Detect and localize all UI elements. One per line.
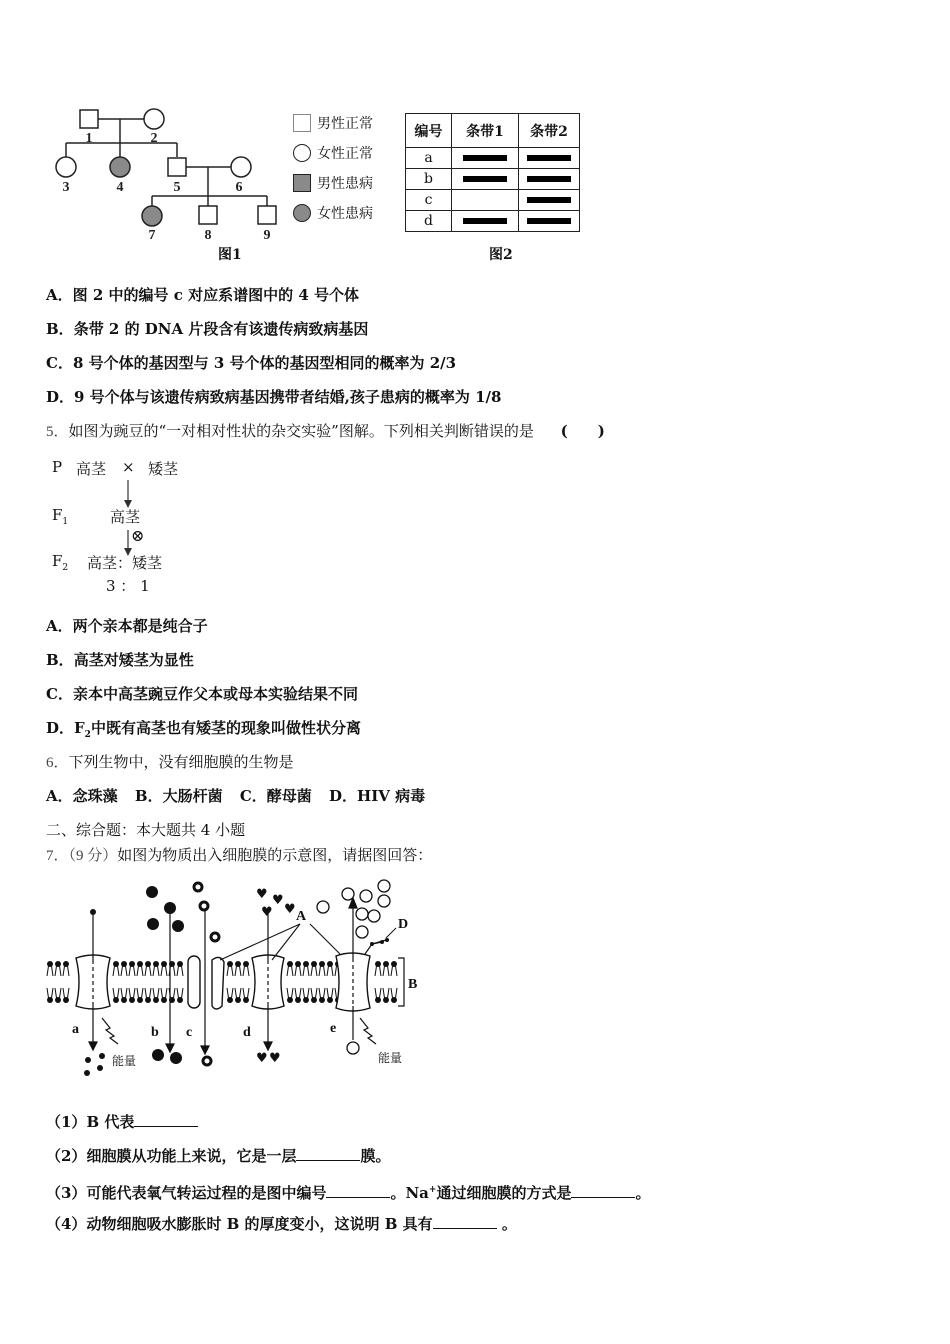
q5-stem: 5．如图为豌豆的“一对相对性状的杂交实验”图解。下列相关判断错误的是 ( )	[46, 422, 605, 440]
individual-9	[258, 206, 276, 224]
individual-1	[80, 110, 98, 128]
svg-text:a: a	[72, 1022, 79, 1037]
band-mark	[527, 155, 571, 161]
svg-text:D: D	[398, 917, 409, 932]
svg-text:e: e	[330, 1021, 337, 1036]
table-row: b	[406, 169, 580, 190]
q4-option-a[interactable]: A．图 2 中的编号 c 对应系谱图中的 4 号个体	[46, 286, 359, 304]
q6-option-d[interactable]: D．HIV 病毒	[329, 787, 426, 805]
svg-text:♥: ♥	[284, 902, 296, 917]
q5-option-a[interactable]: A．两个亲本都是纯合子	[46, 617, 208, 635]
q7-subquestion-4: （4）动物细胞吸水膨胀时 B 的厚度变小，这说明 B 具有 。	[46, 1215, 517, 1233]
figure1-caption: 图1	[218, 247, 242, 263]
q6-option-b[interactable]: B．大肠杆菌	[134, 787, 223, 805]
individual-7	[142, 206, 162, 226]
svg-text:♥: ♥	[272, 893, 284, 908]
svg-text:A: A	[296, 909, 307, 924]
band-table	[405, 113, 580, 232]
table-row: c	[406, 190, 580, 211]
square-empty-icon	[293, 114, 311, 132]
band-mark	[463, 218, 507, 224]
svg-text:2: 2	[150, 131, 158, 146]
legend-female-normal: 女性正常	[293, 143, 373, 163]
q7-subquestion-3: （3）可能代表氧气转运过程的是图中编号 。Na+通过细胞膜的方式是 。	[46, 1184, 651, 1202]
svg-text:能量: 能量	[112, 1054, 137, 1068]
section-title: 二、综合题：本大题共 4 小题	[46, 821, 246, 839]
header-band1: 条带1	[452, 114, 519, 148]
answer-blank[interactable]	[326, 1183, 390, 1198]
square-filled-icon	[293, 174, 311, 192]
answer-blank[interactable]	[134, 1112, 198, 1127]
band-mark	[463, 176, 507, 182]
svg-text:4: 4	[116, 180, 124, 195]
figure2-caption: 图2	[489, 247, 513, 263]
pedigree-chart	[40, 100, 290, 270]
svg-text:B: B	[408, 977, 418, 992]
individual-8	[199, 206, 217, 224]
band-mark	[527, 218, 571, 224]
svg-text:b: b	[151, 1025, 159, 1040]
q7-subquestion-1: （1）B 代表	[46, 1112, 198, 1132]
q4-option-b[interactable]: B．条带 2 的 DNA 片段含有该遗传病致病基因	[46, 320, 369, 338]
band-mark	[527, 197, 571, 203]
individual-6	[231, 157, 251, 177]
answer-blank[interactable]	[433, 1214, 497, 1229]
legend-male-affected: 男性患病	[293, 173, 373, 193]
individual-3	[56, 157, 76, 177]
q4-option-d[interactable]: D．9 号个体与该遗传病致病基因携带者结婚,孩子患病的概率为 1/8	[46, 388, 502, 406]
svg-text:1: 1	[85, 131, 93, 146]
legend-male-normal: 男性正常	[293, 113, 373, 133]
membrane-diagram	[40, 872, 440, 1087]
q6-options	[46, 786, 425, 806]
svg-text:能量: 能量	[378, 1051, 403, 1065]
table-row: d	[406, 211, 580, 232]
q7-stem: 7．（9 分）如图为物质出入细胞膜的示意图，请据图回答：	[46, 846, 433, 864]
q6-option-c[interactable]: C．酵母菌	[239, 787, 312, 805]
legend-female-affected: 女性患病	[293, 203, 373, 223]
svg-text:3: 3	[62, 180, 70, 195]
q5-option-c[interactable]: C．亲本中高茎豌豆作父本或母本实验结果不同	[46, 685, 358, 703]
svg-text:d: d	[243, 1025, 251, 1040]
table-row: a	[406, 148, 580, 169]
self-cross-icon: ⊗	[131, 526, 145, 545]
svg-text:♥: ♥	[256, 887, 268, 902]
svg-text:c: c	[186, 1025, 193, 1040]
q5-option-d[interactable]: D．$F_2$中既有高茎也有矮茎的现象叫做性状分离	[46, 719, 361, 740]
header-band2: 条带2	[519, 114, 580, 148]
q7-subquestion-2: （2）细胞膜从功能上来说，它是一层 膜。	[46, 1147, 391, 1165]
svg-text:7: 7	[148, 228, 156, 243]
q6-option-a[interactable]: A．念珠藻	[46, 787, 118, 805]
svg-text:♥: ♥	[256, 1051, 268, 1066]
svg-text:9: 9	[263, 228, 271, 243]
circle-filled-icon	[293, 204, 311, 222]
q6-stem: 6．下列生物中，没有细胞膜的生物是	[46, 753, 294, 771]
svg-text:♥: ♥	[269, 1051, 281, 1066]
answer-blank[interactable]	[571, 1183, 635, 1198]
band-mark	[527, 176, 571, 182]
circle-empty-icon	[293, 144, 311, 162]
svg-text:8: 8	[204, 228, 212, 243]
q5-option-b[interactable]: B．高茎对矮茎为显性	[46, 651, 194, 669]
svg-text:5: 5	[173, 180, 181, 195]
svg-text:6: 6	[235, 180, 243, 195]
header-id: 编号	[406, 114, 452, 148]
band-mark	[463, 155, 507, 161]
individual-4	[110, 157, 130, 177]
q4-option-c[interactable]: C．8 号个体的基因型与 3 号个体的基因型相同的概率为 2/3	[46, 354, 457, 372]
svg-text:♥: ♥	[261, 905, 273, 920]
individual-2	[144, 109, 164, 129]
individual-5	[168, 158, 186, 176]
answer-blank[interactable]	[296, 1146, 360, 1161]
